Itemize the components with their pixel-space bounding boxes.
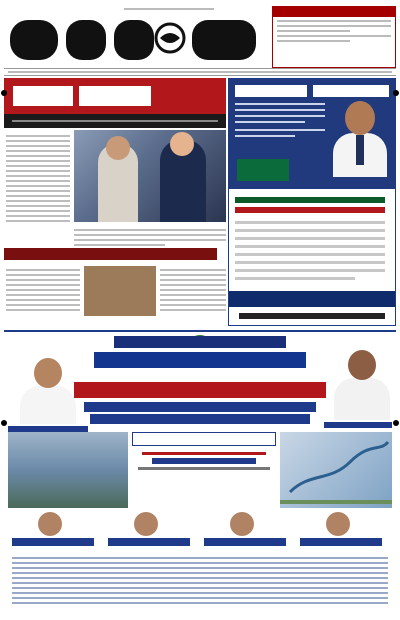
hospital-ad-banner xyxy=(229,79,395,189)
government-ad xyxy=(4,330,396,612)
hospital-ad-details xyxy=(229,191,395,291)
hero-section xyxy=(4,78,396,326)
lead-story-text xyxy=(6,132,70,225)
dignitaries-row xyxy=(8,512,392,552)
registration-mark xyxy=(393,90,399,96)
project-title xyxy=(74,382,326,398)
registration-mark xyxy=(1,90,7,96)
hospital-ad xyxy=(228,78,396,326)
secondary-photo xyxy=(84,266,156,316)
dcm-photo xyxy=(332,346,392,420)
doctor-name xyxy=(235,85,307,97)
main-headline xyxy=(4,78,226,114)
hospital-logo xyxy=(313,85,389,97)
map-icon xyxy=(280,432,392,508)
secondary-story-right xyxy=(160,266,226,314)
masthead-logo-area xyxy=(4,6,272,68)
logo-mark xyxy=(10,16,260,64)
hospital-contact-bar xyxy=(229,291,395,307)
registration-mark xyxy=(393,420,399,426)
visiting-badge xyxy=(237,159,289,181)
main-headline-text xyxy=(10,82,220,110)
project-subtitle xyxy=(84,402,316,412)
presiding-block xyxy=(132,450,276,478)
ad-title xyxy=(94,352,306,368)
contact-footer xyxy=(229,307,395,325)
tagline xyxy=(124,6,274,12)
river-photo xyxy=(8,432,128,508)
lead-photo xyxy=(74,130,226,222)
masthead-dateline xyxy=(4,68,396,76)
project-subtitle-2 xyxy=(90,414,310,424)
guest-list xyxy=(8,554,392,610)
logo-icon xyxy=(10,16,260,64)
sub-headline xyxy=(4,114,226,128)
project-map xyxy=(280,432,392,508)
ad-department xyxy=(114,336,286,348)
dcm-name xyxy=(324,422,392,428)
cm-photo xyxy=(18,354,78,424)
secondary-story-text xyxy=(6,266,80,314)
registration-mark xyxy=(1,420,7,426)
secondary-headline xyxy=(4,246,226,262)
event-date xyxy=(132,432,276,446)
masthead-info-box xyxy=(272,6,396,68)
masthead xyxy=(4,6,396,68)
doctor-photo xyxy=(329,97,389,177)
